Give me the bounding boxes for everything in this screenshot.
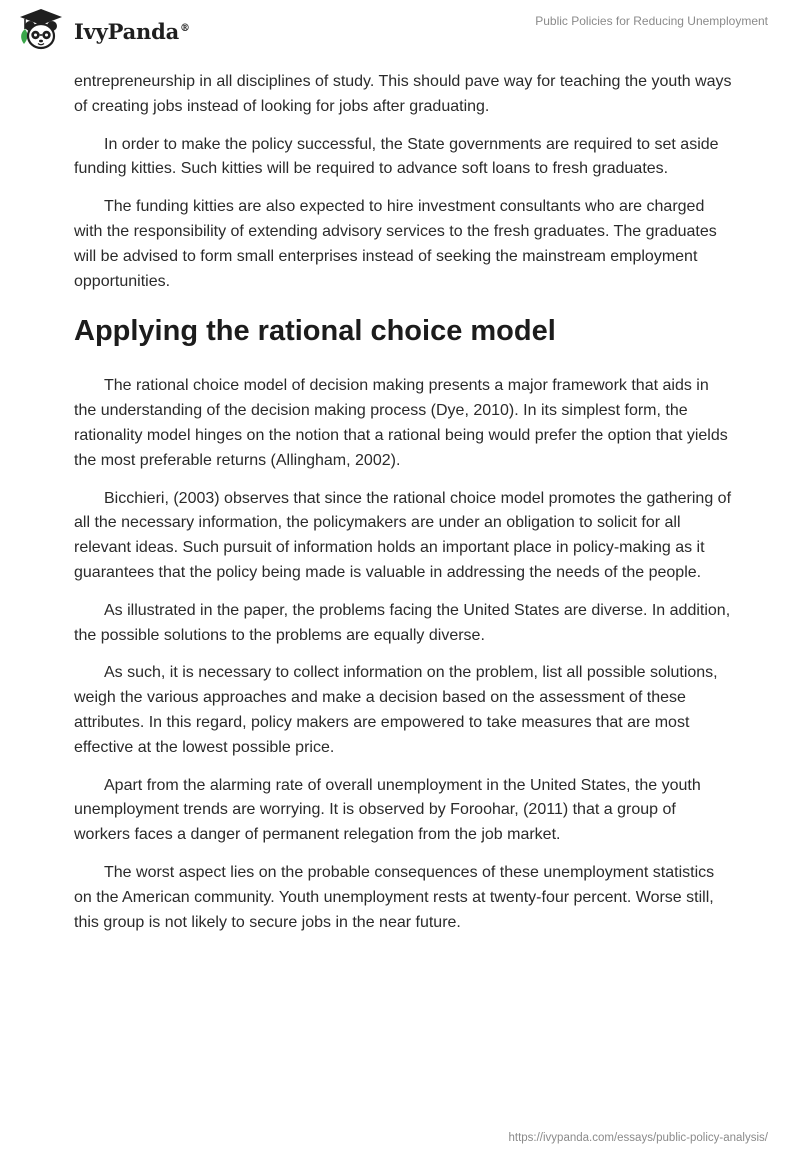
panda-graduate-icon — [16, 7, 66, 53]
section-heading: Applying the rational choice model — [74, 315, 556, 348]
paragraph: entrepreneurship in all disciplines of study. This should pave way for teaching the youth ways of creating jobs instead of looking for jobs after graduating. — [74, 73, 732, 115]
document-title: Public Policies for Reducing Unemployment — [535, 14, 768, 28]
ivypanda-logo[interactable] — [16, 7, 190, 53]
paragraph: As such, it is necessary to collect information on the problem, list all possible solutions, weigh the various approaches and make a decision based on the assessment of these attributes. In this regard, policy makers are empowered to take measures that are most effective at the lowest possible price. — [74, 664, 718, 756]
paragraph: As illustrated in the paper, the problems facing the United States are diverse. In addition, the possible solutions to the problems are equally diverse. — [74, 601, 731, 644]
brand-name: IvyPanda® — [74, 18, 190, 44]
paragraph: In order to make the policy successful, the State governments are required to set aside funding kitties. Such kitties will be required to advance soft loans to fresh graduates. — [74, 135, 719, 178]
article-body — [74, 70, 734, 948]
source-url[interactable]: https://ivypanda.com/essays/public-policy-analysis/ — [508, 1132, 768, 1144]
paragraph: The funding kitties are also expected to hire investment consultants who are charged with the responsibility of extending advisory services to the fresh graduates. The graduates will be advised to form small enterprises instead of seeking the mainstream employment opportunities. — [74, 198, 717, 290]
paragraph: Bicchieri, (2003) observes that since the rational choice model promotes the gathering of all the necessary information, the policymakers are under an obligation to solicit for all relevant ideas. Such pursuit of information holds an important place in policy-making as it guarantees that the policy being made is valuable in addressing the needs of the people. — [74, 489, 732, 581]
paragraph: The worst aspect lies on the probable consequences of these unemployment statistics on the American community. Youth unemployment rests at twenty-four percent. Worse still, this group is not likely to secure jobs in the near future. — [74, 863, 715, 931]
paragraph: Apart from the alarming rate of overall unemployment in the United States, the youth unemployment trends are worrying. It is observed by Foroohar, (2011) that a group of workers faces a danger of permanent relegation from the job market. — [74, 776, 701, 844]
page-header — [0, 0, 800, 60]
paragraph: The rational choice model of decision making presents a major framework that aids in the understanding of the decision making process (Dye, 2010). In its simplest form, the rationality model hinges on the notion that a rational being would prefer the option that yields the most preferable returns (Allingham, 2002). — [74, 377, 728, 469]
